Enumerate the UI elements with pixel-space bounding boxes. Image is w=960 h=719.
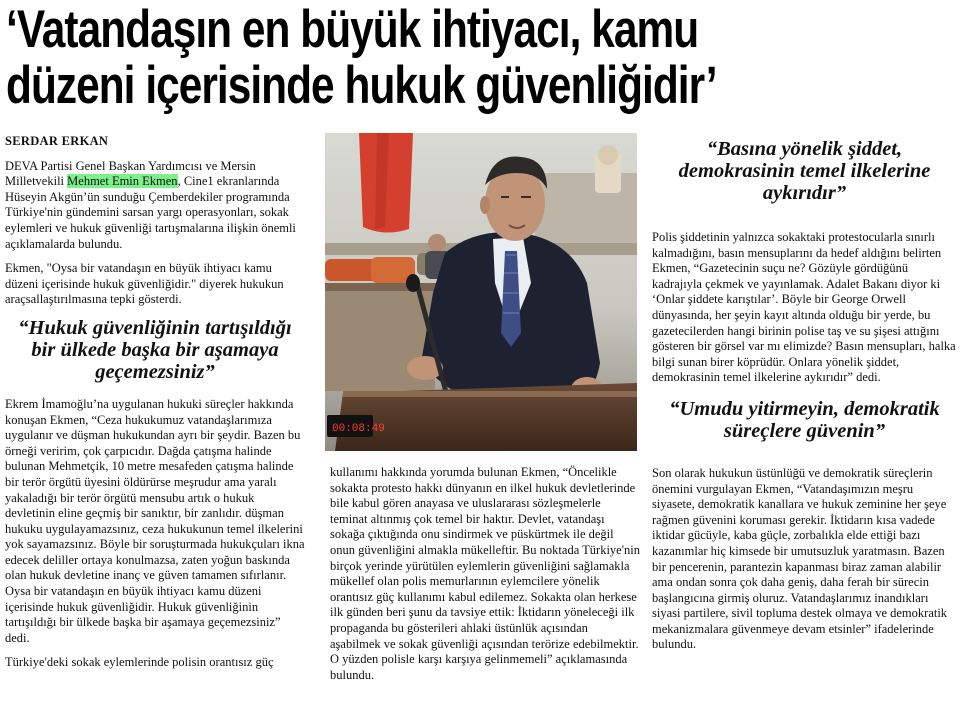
article-column-right <box>652 134 957 662</box>
headline <box>6 2 764 114</box>
body-paragraph: Ekmen, "Oysa bir vatandaşın en büyük ihtiyacı kamu düzeni içerisinde hukuk güvenliğidir." diyerek hukukun araçsallaştırılmasına tepki gösterdi. <box>5 261 284 307</box>
body-paragraph: Ekrem İmamoğlu’na uygulanan hukuki süreçler hakkında konuşan Ekmen, “Ceza hukukumuz vatandaşlarımıza uygulanır ve düşman hukukundan ayrı bir şeydir. Bazen bu örneği veririm, çok çarpıcıdır. Dağda çatışma halinde bulunan Mehmetçik, 10 metre mesafeden çatışma halinde bir terör örgütü üyesini öldürürse meşrudur ama yaralı yakaladığı bir terör örgütü mensubu artık o hukuk devletinin eline geçmiş bir sanıktır, bir zanlıdır. düşman hukuku uygulayamazsınız, ceza hukukunun temel ilkelerini yok sayamazsınız. Böyle bir soruşturmada hukukçuları ikna edecek deliller ortaya konulmazsa, zaten yoğun baskında olan hukuk devletine inanç ve güven tamamen sıfırlanır. Oysa bir vatandaşın en büyük ihtiyacı kamu düzeni içerisinde hukuk güvenliğidir. Hukuk güvenliğinin tartışıldığı bir ülkede başka bir aşamaya geçemezsiniz” dedi. <box>5 396 305 645</box>
intro-text-end: , Cine1 ekranlarında Hüseyin Akgün’ün sunduğu Çemberdekiler programında Türkiye'nin gündemini sarsan yargı operasyonları, sokak eylemleri ve hukuk güvenliği tartışmalarına ilişkin önemli açıklamalarda bulundu. <box>5 174 296 251</box>
body-paragraph: Son olarak hukukun üstünlüğü ve demokratik süreçlerin önemini vurgulayan Ekmen, “Vatandaşımızın meşru siyasete, demokratik kanallara ve hukuk zeminine her şeye rağmen güvenini koruması gerekir. İktidarın kısa vadede iktidar gücüyle, kaba güçle, zorbalıkla elde ettiği bazı kazanımlar hiç kimsede bir umutsuzluk yaratmasın. Bazen bir pencerenin, parantezin kapanması biraz zaman alabilir ama ondan sonra çok daha geniş, daha ferah bir sürecin başlangıcına girmiş oluruz. Vatandaşlarımız inandıkları siyasi partilere, sivil topluma destek olmaya ve demokratik mekanizmalara güvenmeye devam etsinler” ifadelerinde bulundu. <box>652 465 948 652</box>
podium-timer: 00:08:49 <box>332 423 385 435</box>
body-paragraph: kullanımı hakkında yorumda bulunan Ekmen, “Öncelikle sokakta protesto hakkı dünyanın en ilkel hukuk devletlerinde bile kabul gören anayasa ve uluslararası sözleşmelerle teminat altınmış çok temel bir haktır. Devlet, vatandaşı sokağa çıktığında onu sindirmek ve püskürtmek ile değil onun güvenliğini almakla mükelleftir. Bu noktada Türkiye'nin birçok yerinde yürütülen eylemlerin güvenliğini sağlamakla mükellef olan polis memurlarının eylemcilere yönelik orantısız güç kullanımı kabul edilemez. Sokakta olan herkese ilk günden beri şunu da tavsiye ettik: İktidarın yöneleceği ilk propaganda bu gösterileri ahlaki üstünlük açısından aşabilmek ve sokak güvenliği açısından terörize edebilmektir. O yüzden polisle karşı karşıya gelinmemeli” açıklamasında bulundu. <box>330 465 640 682</box>
headline-line-2: düzeni içerisinde hukuk güvenliğidir’ <box>6 56 717 115</box>
body-paragraph: Türkiye'deki sokak eylemlerinde polisin orantısız güç <box>5 655 274 670</box>
article-column-left <box>5 134 305 680</box>
intro-paragraph <box>5 159 305 253</box>
highlighted-name: Mehmet Emin Ekmen <box>67 174 178 189</box>
subheading: “Umudu yitirmeyin, demokratik süreçlere güvenin” <box>669 397 940 442</box>
subheading: “Hukuk güvenliğinin tartışıldığı bir ülkede başka bir aşamaya geçemezsiniz” <box>18 316 292 383</box>
body-paragraph: Polis şiddetinin yalnızca sokaktaki protestocularla sınırlı kalmadığını, basın mensuplarını da hedef aldığını belirten Ekmen, “Gazetecinin suçu ne? Gözüyle gördüğünü kadrajıyla çekmek ve yayınlamak. Adalet Bakanı diyor ki ‘Onlar şiddete karıştılar’. Böyle bir George Orwell dünyasında, her şeyin kayıt altında olduğu bir yerde, bu gazetecilerden hangi birinin polise taş ve su şişesi attığını gösteren bir görsel var mı elimizde? Basın mensupları, halka bilgi sunan birer köprüdür. Onlara yönelik şiddet, demokrasinin temel ilkelerine aykırıdır” dedi. <box>652 230 956 385</box>
headline-line-1: ‘Vatandaşın en büyük ihtiyacı, kamu <box>6 0 699 59</box>
author-byline: SERDAR ERKAN <box>5 134 109 148</box>
subheading: “Basına yönelik şiddet, demokrasinin temel ilkelerine aykırıdır” <box>678 138 931 204</box>
article-column-middle <box>330 465 640 692</box>
intro-text-start: DEVA Partisi Genel Başkan Yardımcısı ve Mersin Milletvekili <box>5 158 256 189</box>
speaker-photo <box>325 133 637 451</box>
